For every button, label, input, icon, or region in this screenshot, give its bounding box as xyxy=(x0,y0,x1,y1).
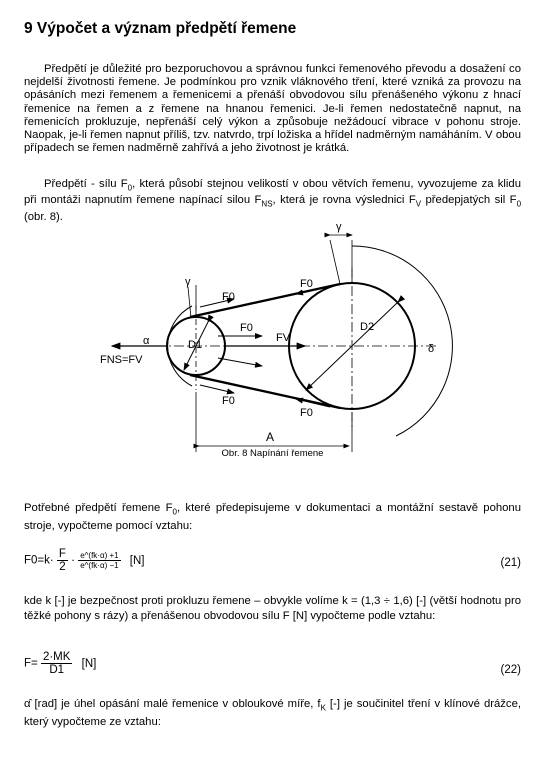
paragraph-pretension-force: Předpětí - sílu $F_0$, která působí stejnou velikostí v obou větvích řemenu, vyvozujeme za klidu při montáži napnutím řemene napínací silou $F_{NS}$, která je rovna výslednici $F_V$ předepjatých sil $F_0$ (obr. 8). xyxy=(24,178,522,223)
label-gamma-left: γ xyxy=(185,276,191,288)
label-f0-top-left: F0 xyxy=(222,291,235,303)
label-a: A xyxy=(266,430,275,444)
label-gamma-right: γ xyxy=(336,221,342,233)
label-f0-bottom-right: F0 xyxy=(300,407,313,419)
label-delta: δ xyxy=(428,343,435,355)
equation-21-number: (21) xyxy=(500,557,521,569)
paragraph-belt-pretension-importance: Předpětí je důležité pro bezporuchovou a správnou funkci řemenového převodu a dosažení co nejdelší životnosti řemene. Je podmínkou pro vznik vláknového tření, které vzniká za provozu na opásáních mezi řemenem a řemenicemi a přenáší obvodovou sílu přenášeného výkonu z hnací řemenice na řemen a z řemene na hnanou řemenici. Je-li řemen nedostatečně napnut, na řemenicích prokluzuje, nepřenáší celý výkon a způsobuje nežádoucí vibrace v pohonu stroje. Naopak, je-li řemen napnut příliš, tzv. natvrdo, trpí ložiska a hřídel nadměrným namáháním. V obou případech se řemen nadměrně zahřívá a jeho životnost je krátká. xyxy=(24,63,521,155)
figure-caption: Obr. 8 Napínání řemene xyxy=(221,448,324,459)
paragraph-wrap-angle: α̂ [rad] je úhel opásání malé řemenice v obloukové míře, $f_K$ [-] je součinitel tření v klínové drážce, který vypočteme ze vztahu: xyxy=(24,698,521,729)
belt-lower-span xyxy=(190,375,340,408)
equation-22: F= $\frac{2\cdot MK}{D1}$ [N] xyxy=(24,651,97,676)
label-fns-fv: FNS=FV xyxy=(100,354,143,366)
label-fv: FV xyxy=(276,332,291,344)
label-f0-middle: F0 xyxy=(240,322,253,334)
label-d2: D2 xyxy=(360,321,375,333)
paragraph-safety-factor: kde k [-] je bezpečnost proti prokluzu řemene – obvykle volíme k = (1,3 ÷ 1,6) [-] (větší hodnotu pro těžké pohony s rázy) a přenášenou obvodovou sílu F [N] vypočteme podle vztahu: xyxy=(24,595,521,622)
section-heading: 9 Výpočet a význam předpětí řemene xyxy=(24,20,297,37)
equation-21: F0=k· $\frac{F}{2}$ · $\frac{e\^{}(fk\cdot\alpha) +1}{e\^{}(fk\cdot\alpha) -1}$ [N] xyxy=(24,548,145,573)
label-d1: D1 xyxy=(188,339,203,351)
label-f0-bottom-left: F0 xyxy=(222,395,235,407)
equation-22-number: (22) xyxy=(500,664,521,676)
label-alpha: α xyxy=(143,335,150,347)
paragraph-required-pretension: Potřebné předpětí řemene $F_0$, které předepisujeme v dokumentaci a montážní sestavě pohonu stroje, vypočteme pomocí vztahu: xyxy=(24,502,521,533)
label-f0-top-right: F0 xyxy=(300,278,313,290)
